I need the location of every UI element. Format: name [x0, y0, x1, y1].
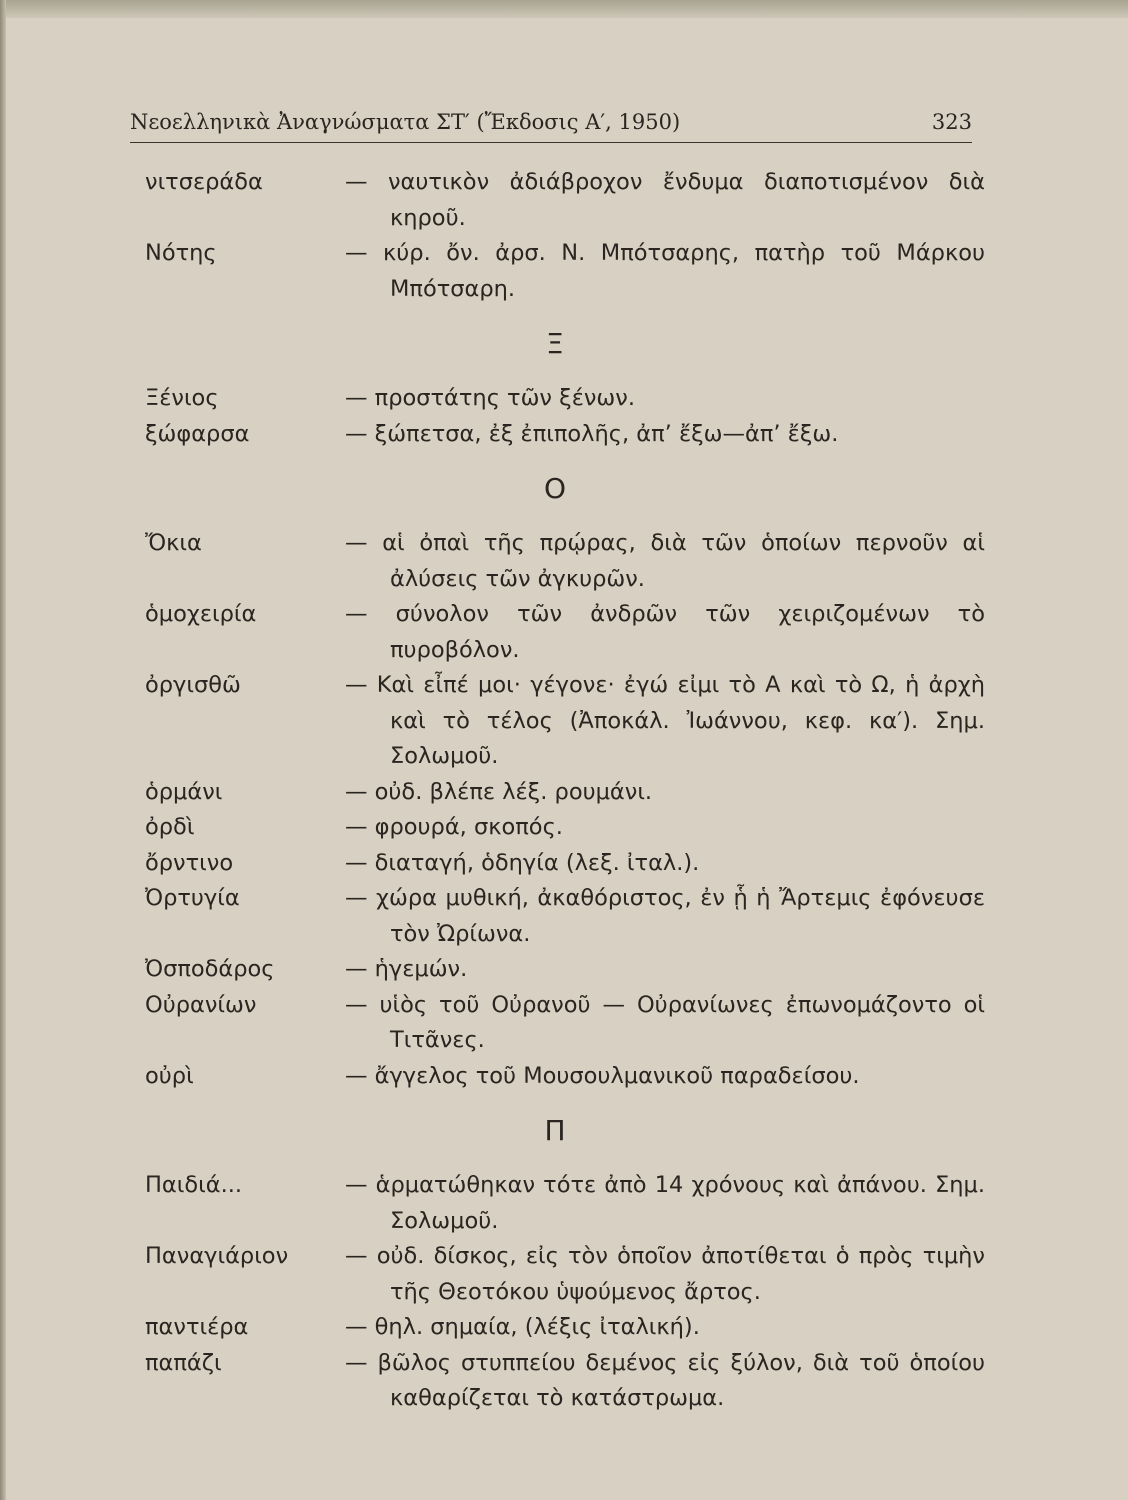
entry-definition: — οὐδ. δίσκος, εἰς τὸν ὁποῖον ἀποτίθεται ὁ πρὸς τιμὴν τῆς Θεοτόκου ὑψούμενος ἄρτος.: [345, 1243, 985, 1305]
glossary-entry: [145, 775, 985, 811]
entry-term: Ξένιος: [145, 385, 219, 411]
entry-definition: — φρουρά, σκοπός.: [345, 814, 563, 840]
glossary-entry: [145, 1168, 985, 1239]
section-letter-omicron: Ο: [543, 472, 567, 505]
glossary-entry: [145, 881, 985, 952]
entry-term: ξώφαρσα: [145, 420, 250, 447]
entry-term: ὄρντινο: [145, 849, 234, 876]
entry-term: Ὀρτυγία: [145, 885, 240, 911]
glossary-entry: [145, 1346, 985, 1417]
glossary-entry: [145, 597, 985, 668]
entry-definition: — ἄγγελος τοῦ Μουσουλμανικοῦ παραδείσου.: [345, 1062, 860, 1089]
entry-term: Ὀσποδάρος: [145, 956, 275, 982]
glossary-entry: [145, 668, 985, 775]
glossary-entry: [145, 846, 985, 882]
entry-definition: — ἡγεμών.: [345, 956, 468, 982]
glossary-entry: [145, 810, 985, 846]
running-header: [130, 108, 972, 143]
entry-definition: — ξώπετσα, ἐξ ἐπιπολῆς, ἀπ’ ἔξω—ἀπ’ ἔξω.: [345, 420, 839, 447]
entry-definition: — ἁρματώθηκαν τότε ἀπὸ 14 χρόνους καὶ ἀπάνου. Σημ. Σολωμοῦ.: [345, 1172, 985, 1234]
entry-definition: — ναυτικὸν ἀδιάβροχον ἔνδυμα διαποτισμένον διὰ κηροῦ.: [345, 169, 985, 231]
header-title: Νεοελληνικὰ Ἀναγνώσματα ΣΤ′ (Ἔκδοσις Α′, 1950): [130, 110, 681, 134]
entry-term: Νότης: [145, 240, 217, 266]
entry-definition: — οὐδ. βλέπε λέξ. ρουμάνι.: [345, 778, 653, 805]
entry-term: ὁμοχειρία: [145, 601, 257, 627]
glossary-entry: [145, 165, 985, 236]
entry-definition: — διαταγή, ὁδηγία (λεξ. ἰταλ.).: [345, 849, 700, 876]
glossary-entry: [145, 236, 985, 307]
entry-definition: — προστάτης τῶν ξένων.: [345, 385, 635, 411]
glossary-entry: [145, 988, 985, 1059]
entry-term: Παιδιά...: [145, 1172, 243, 1198]
glossary-entry: [145, 526, 985, 597]
entry-definition: — βῶλος στυππείου δεμένος εἰς ξύλον, διὰ τοῦ ὁποίου καθαρίζεται τὸ κατάστρωμα.: [345, 1349, 985, 1411]
glossary-entry: [145, 952, 985, 988]
entry-term: οὐρὶ: [145, 1062, 194, 1089]
scan-top-edge: [0, 0, 1128, 18]
entry-term: παπάζι: [145, 1349, 222, 1376]
entry-definition: — αἱ ὀπαὶ τῆς πρῴρας, διὰ τῶν ὁποίων περνοῦν αἱ ἀλύσεις τῶν ἀγκυρῶν.: [345, 530, 985, 592]
entry-definition: — χώρα μυθική, ἀκαθόριστος, ἐν ᾗ ἡ Ἄρτεμις ἐφόνευσε τὸν Ὠρίωνα.: [345, 885, 985, 947]
entry-definition: — κύρ. ὄν. ἀρσ. Ν. Μπότσαρης, πατὴρ τοῦ Μάρκου Μπότσαρη.: [345, 240, 985, 302]
entry-definition: — θηλ. σημαία, (λέξις ἰταλική).: [345, 1314, 700, 1340]
section-letter-xi: Ξ: [546, 327, 564, 360]
page-number: 323: [931, 110, 972, 134]
entry-definition: — σύνολον τῶν ἀνδρῶν τῶν χειριζομένων τὸ πυροβόλον.: [345, 601, 985, 663]
entry-definition: — υἱὸς τοῦ Οὐρανοῦ — Οὐρανίωνες ἐπωνομάζοντο οἱ Τιτᾶνες.: [345, 991, 985, 1053]
entry-term: Ὄκια: [145, 530, 202, 556]
entry-term: ὀρδὶ: [145, 814, 195, 840]
glossary-entry: [145, 1059, 985, 1095]
glossary-entry: [145, 381, 985, 417]
entry-term: παντιέρα: [145, 1314, 249, 1340]
entry-term: ὁρμάνι: [145, 778, 223, 805]
entry-term: Οὐρανίων: [145, 991, 257, 1018]
glossary: [145, 165, 985, 1417]
glossary-entry: [145, 1239, 985, 1310]
entry-term: Παναγιάριον: [145, 1243, 289, 1269]
section-letter-pi: Π: [544, 1114, 566, 1147]
entry-term: νιτσεράδα: [145, 169, 263, 195]
entry-term: ὀργισθῶ: [145, 672, 241, 698]
glossary-entry: [145, 417, 985, 453]
glossary-entry: [145, 1310, 985, 1346]
entry-definition: — Καὶ εἶπέ μοι· γέγονε· ἐγώ εἰμι τὸ Α καὶ τὸ Ω, ἡ ἀρχὴ καὶ τὸ τέλος (Ἀποκάλ. Ἰωάννου, κεφ. κα′). Σημ. Σολωμοῦ.: [345, 672, 985, 769]
